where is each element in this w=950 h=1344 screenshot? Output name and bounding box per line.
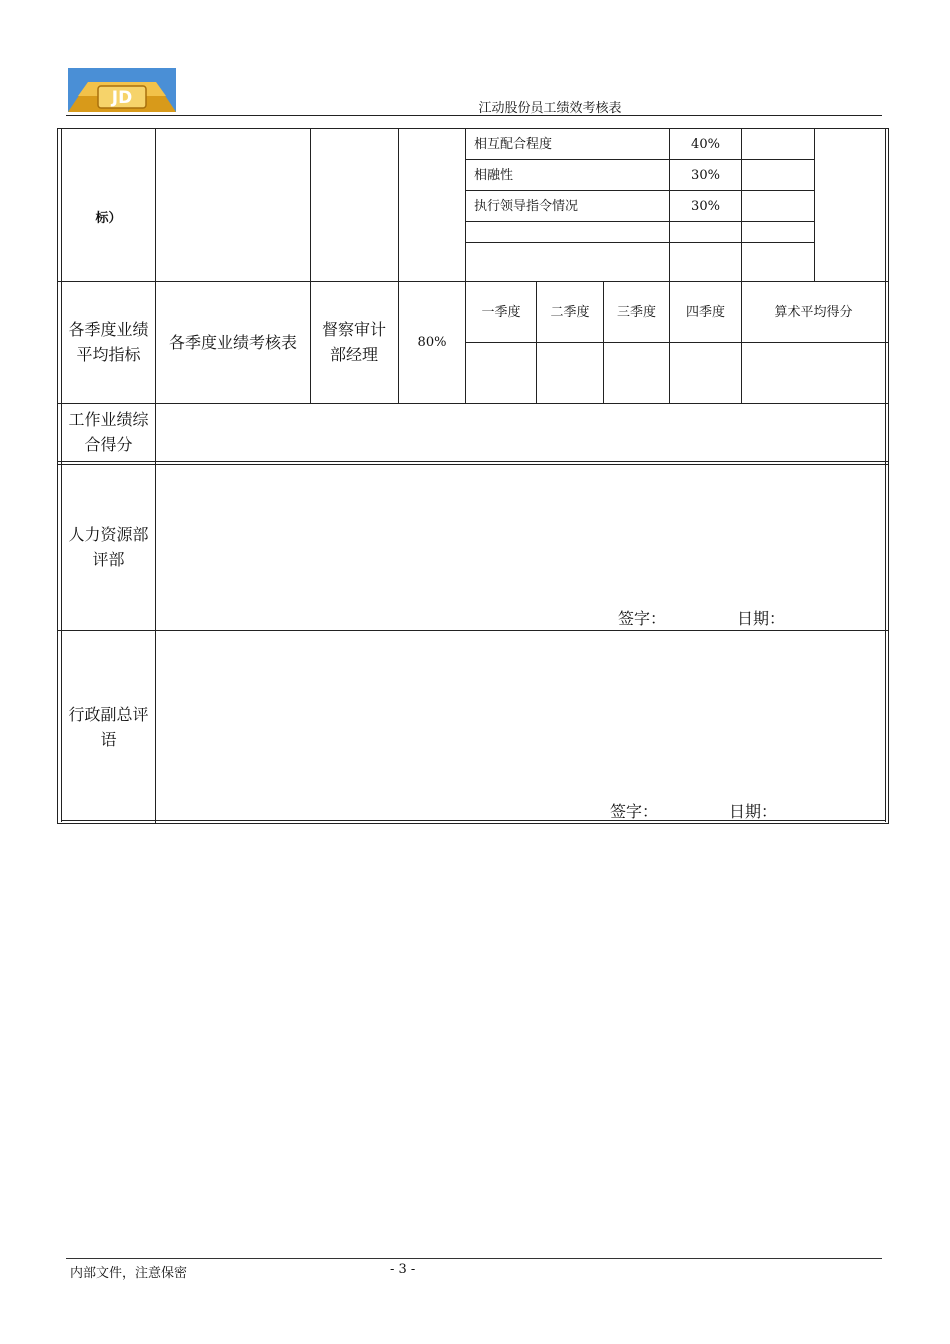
vp-date-label: 日期： (729, 802, 778, 821)
category-cell-quarterly: 各季度业绩平均指标 (68, 320, 149, 364)
hr-comment-label: 人力资源部评部 (68, 525, 149, 569)
quarter-header-2: 二季度 (550, 304, 590, 320)
item-weight-3: 30% (691, 198, 720, 214)
weight-cell: 80% (417, 335, 447, 350)
document-title: 江动股份员工绩效考核表 (478, 101, 622, 116)
vp-comment-label: 行政副总评语 (68, 705, 149, 749)
quarter-header-3: 三季度 (616, 304, 656, 320)
item-name-2: 相融性 (474, 167, 514, 183)
assessor-cell: 督察审计部经理 (321, 320, 386, 364)
average-score-header: 算术平均得分 (774, 304, 853, 320)
footer-rule (66, 1258, 882, 1259)
logo-text: JD (111, 88, 133, 108)
content-cell-quarterly: 各季度业绩考核表 (168, 333, 297, 352)
overall-score-label: 工作业绩综合得分 (68, 410, 149, 454)
hr-date-label: 日期： (737, 609, 786, 628)
confidential-note: 内部文件，注意保密 (70, 1266, 188, 1281)
item-name-3: 执行领导指令情况 (474, 198, 579, 214)
category-cell-fragment: 标） (95, 210, 122, 226)
item-name-1: 相互配合程度 (474, 136, 553, 152)
page-number: - 3 - (390, 1262, 416, 1277)
hr-sign-label: 签字： (618, 609, 667, 628)
item-weight-1: 40% (691, 136, 720, 152)
vp-sign-label: 签字： (610, 802, 659, 821)
item-weight-2: 30% (691, 167, 720, 183)
quarter-header-1: 一季度 (481, 304, 521, 320)
quarter-header-4: 四季度 (685, 304, 725, 320)
